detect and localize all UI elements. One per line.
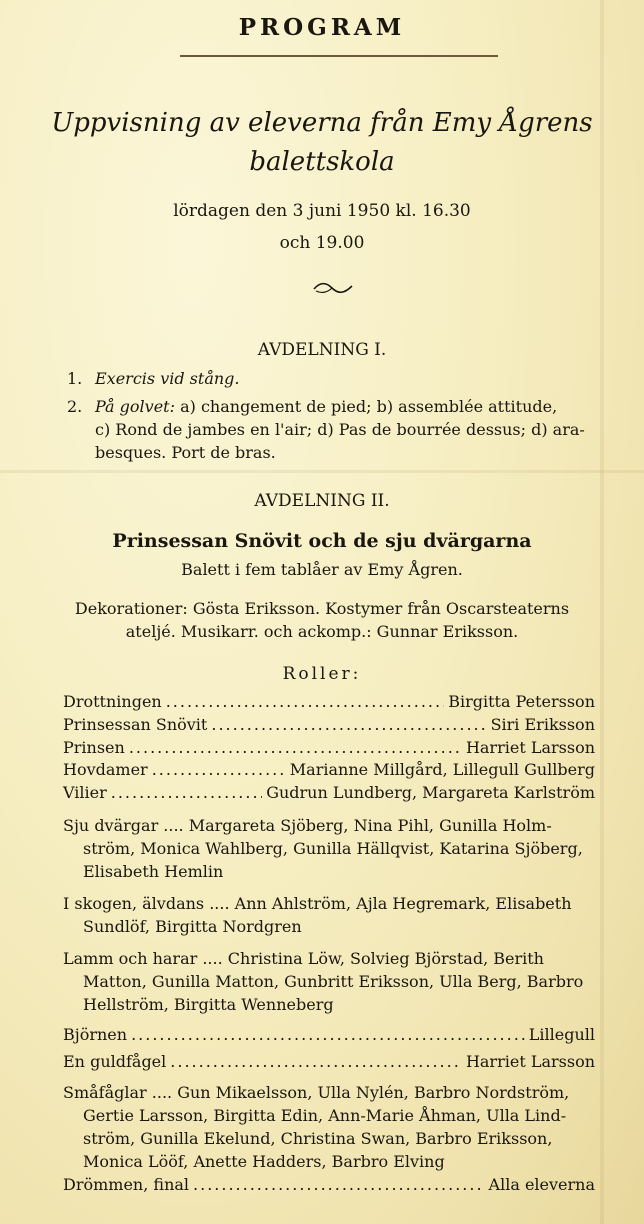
ballet-title: Prinsessan Snövit och de sju dvärgarna: [112, 530, 532, 552]
role-block-line: ström, Monica Wahlberg, Gunilla Hällqvist, Katarina Sjöberg,: [83, 839, 583, 858]
role-row: [63, 692, 595, 711]
role-block-line: Småfåglar .... Gun Mikaelsson, Ulla Nylén, Barbro Nordström,: [63, 1083, 570, 1102]
roles-heading: Roller:: [282, 664, 362, 684]
role-name: Drömmen, final: [63, 1175, 190, 1194]
role-block-line: Matton, Gunilla Matton, Gunbritt Eriksson, Ulla Berg, Barbro: [83, 972, 584, 991]
date-line-1: lördagen den 3 juni 1950 kl. 16.30: [173, 201, 471, 221]
role-cast: Alla eleverna: [488, 1175, 595, 1194]
role-name: Hovdamer: [63, 760, 148, 779]
heading-rule: [180, 55, 498, 57]
leader-dots: [211, 715, 486, 734]
role-cast: Marianne Millgård, Lillegull Gullberg: [289, 760, 595, 779]
role-row: [63, 1052, 595, 1071]
role-block-line: Sundlöf, Birgitta Nordgren: [83, 917, 302, 936]
ballet-subtitle: Balett i fem tablåer av Emy Ågren.: [181, 560, 463, 579]
role-block-line: I skogen, älvdans .... Ann Ahlström, Ajla Hegremark, Elisabeth: [63, 894, 572, 913]
role-name: Vilier: [63, 783, 107, 802]
credits-line-1: Dekorationer: Gösta Eriksson. Kostymer från Oscarsteaterns: [74, 599, 570, 618]
leader-dots: [166, 692, 444, 711]
role-row: [63, 715, 595, 734]
item-2-italic: På golvet:: [95, 397, 175, 416]
role-row: [63, 760, 595, 779]
role-name: Björnen: [63, 1025, 128, 1044]
flourish-ornament: [312, 280, 354, 296]
role-cast: Harriet Larsson: [465, 1052, 595, 1071]
role-block-line: ström, Gunilla Ekelund, Christina Swan, Barbro Eriksson,: [83, 1129, 553, 1148]
role-row: [63, 738, 595, 757]
role-block-line: Hellström, Birgitta Wenneberg: [83, 995, 334, 1014]
role-cast: Lillegull: [528, 1025, 595, 1044]
item-2-line-2: c) Rond de jambes en l'air; d) Pas de bourrée dessus; d) ara-: [95, 420, 585, 439]
leader-dots: [193, 1175, 485, 1194]
role-name: Prinsen: [63, 738, 125, 757]
credits-line-2: ateljé. Musikarr. och ackomp.: Gunnar Eriksson.: [125, 622, 519, 641]
role-block-line: Elisabeth Hemlin: [83, 862, 224, 881]
role-cast: Gudrun Lundberg, Margareta Karlström: [266, 783, 595, 802]
role-row: [63, 1025, 595, 1044]
section-1-title: AVDELNING I.: [257, 340, 387, 360]
leader-dots: [111, 783, 262, 802]
item-1-italic: Exercis vid stång.: [95, 369, 240, 388]
finale-row: [63, 1175, 595, 1194]
item-number: 2.: [67, 397, 83, 416]
role-block-line: Gertie Larsson, Birgitta Edin, Ann-Marie Åhman, Ulla Lind-: [83, 1106, 567, 1125]
subtitle-line-2: balettskola: [249, 147, 395, 177]
role-block-line: Lamm och harar .... Christina Löw, Solvieg Björstad, Berith: [63, 949, 544, 968]
role-name: Prinsessan Snövit: [63, 715, 208, 734]
program-heading: PROGRAM: [238, 14, 406, 41]
item-1-text: [95, 369, 240, 388]
role-name: Drottningen: [63, 692, 162, 711]
date-line-2: och 19.00: [279, 233, 365, 253]
leader-dots: [131, 1025, 525, 1044]
item-number: 1.: [67, 369, 83, 388]
subtitle-line-1: Uppvisning av eleverna från Emy Ågrens: [51, 108, 593, 138]
role-row: [63, 783, 595, 802]
leader-dots: [129, 738, 462, 757]
item-2-line-3: besques. Port de bras.: [95, 443, 276, 462]
paper-crease: [0, 470, 644, 473]
item-2-line-1: [95, 397, 557, 416]
role-cast: Harriet Larsson: [465, 738, 595, 757]
section-2-title: AVDELNING II.: [254, 491, 390, 511]
leader-dots: [152, 760, 286, 779]
role-block-line: Sju dvärgar .... Margareta Sjöberg, Nina Pihl, Gunilla Holm-: [63, 816, 552, 835]
role-name: En guldfågel: [63, 1052, 167, 1071]
leader-dots: [170, 1052, 462, 1071]
item-2-text: a) changement de pied; b) assemblée attitude,: [175, 397, 558, 416]
role-cast: Siri Eriksson: [490, 715, 595, 734]
role-cast: Birgitta Petersson: [448, 692, 595, 711]
role-block-line: Monica Lööf, Anette Hadders, Barbro Elving: [83, 1152, 445, 1171]
